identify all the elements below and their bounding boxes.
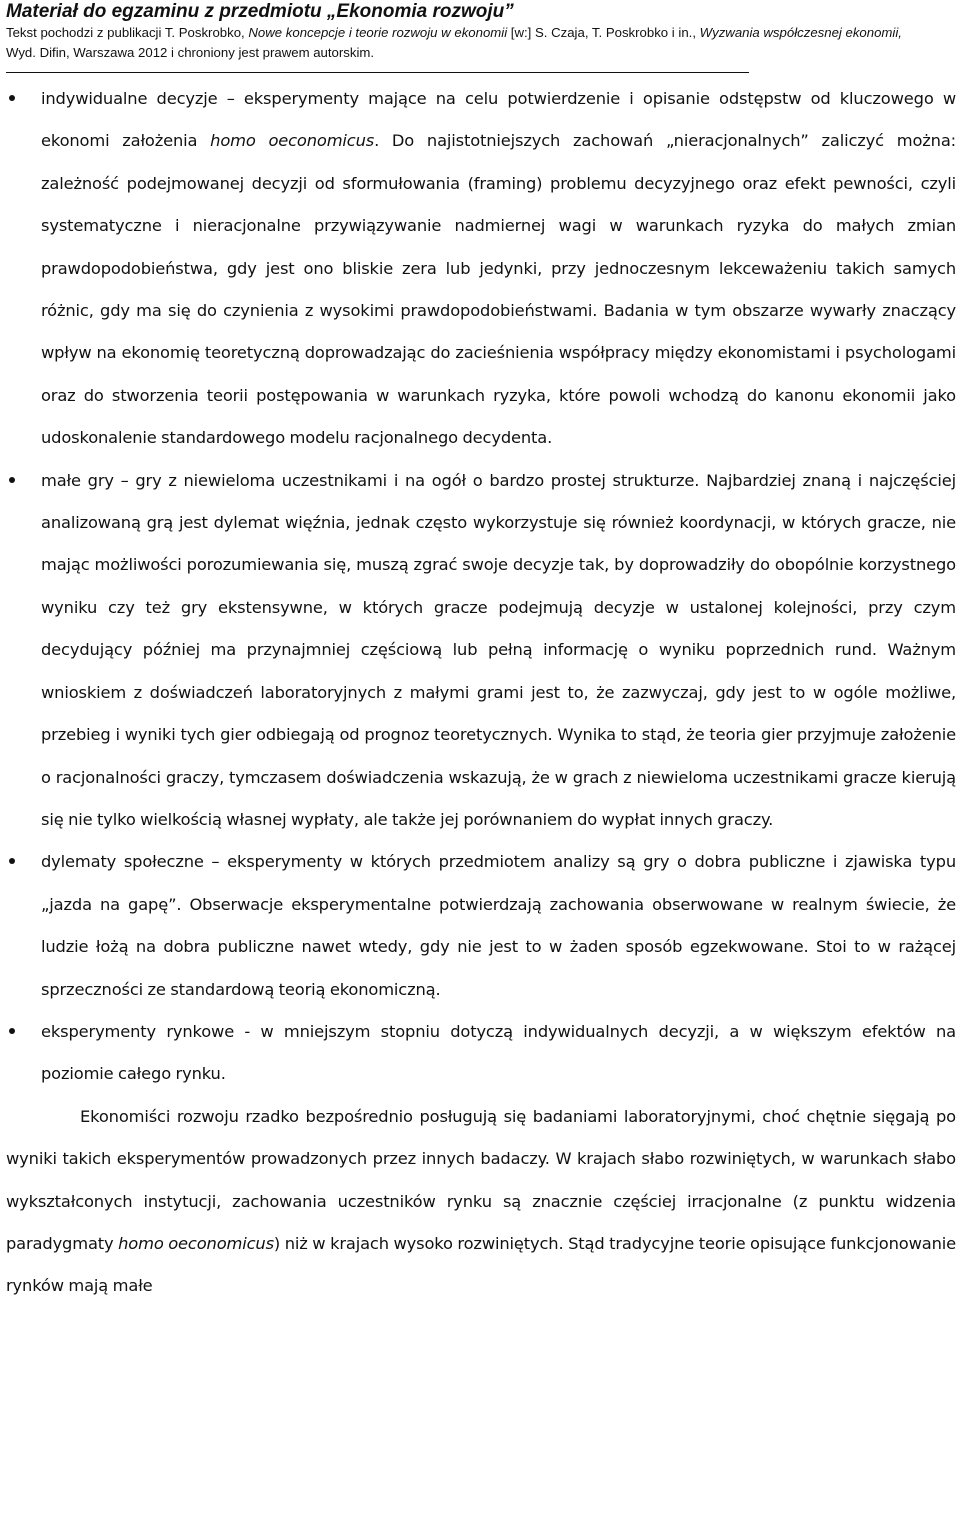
page-header <box>6 0 956 63</box>
emphasis-homo-oeconomicus: homo oeconomicus <box>210 131 375 151</box>
bullet-dot-icon <box>9 95 15 101</box>
closing-paragraph <box>0 1096 956 1308</box>
bullet-text <box>41 78 956 460</box>
bullet-text: małe gry – gry z niewieloma uczestnikami i na ogół o bardzo prostej strukturze. Najbardziej znaną i najczęściej analizowaną grą jest dylemat więźnia, jednak często wykorzystuje się również koordynacji, w których gracze, nie mając możliwości porozumiewania się, muszą zgrać swoje decyzje tak, by doprowadziły do obopólnie korzystnego wyniku czy też gry ekstensywne, w których gracze podejmują decyzje w ustalonej kolejności, przy czym decydujący później ma przynajmniej częściową lub pełną informację o wyniku poprzednich rund. Ważnym wnioskiem z doświadczeń laboratoryjnych z małymi grami jest to, że zazwyczaj, gdy jest to w ogóle możliwe, przebieg i wyniki tych gier odbiegają od prognoz teoretycznych. Wynika to stąd, że teoria gier przyjmuje założenie o racjonalności graczy, tymczasem doświadczenia wskazują, że w grach z niewieloma uczestnikami gracze kierują się nie tylko wielkością własnej wypłaty, ale także jej porównaniem do wypłat innych graczy. <box>41 470 956 829</box>
header-source-line-1 <box>6 23 956 43</box>
emphasis-homo-oeconomicus: homo oeconomicus <box>118 1233 274 1253</box>
bullet-item-social-dilemmas <box>0 841 956 1011</box>
bullet-dot-icon <box>9 1028 15 1034</box>
bullet-item-small-games <box>0 460 956 842</box>
header-source-mid: [w:] S. Czaja, T. Poskrobko i in., <box>507 25 700 40</box>
closing-text-part-2: ) niż w krajach wysoko rozwiniętych. Stąd tradycyjne teorie opisujące funkcjonowanie rynków mają małe <box>6 1233 956 1296</box>
bullet-text: dylematy społeczne – eksperymenty w których przedmiotem analizy są gry o dobra publiczne i zjawiska typu „jazda na gapę”. Obserwacje eksperymentalne potwierdzają zachowania obserwowane w realnym świecie, że ludzie łożą na dobra publiczne nawet wtedy, gdy nie jest to w żaden sposób egzekwowane. Stoi to w rażącej sprzeczności ze standardową teorią ekonomiczną. <box>41 852 956 999</box>
bullet-item-individual-decisions <box>0 78 956 460</box>
bullet-text: eksperymenty rynkowe - w mniejszym stopniu dotyczą indywidualnych decyzji, a w większym efektów na poziomie całego rynku. <box>41 1021 956 1084</box>
header-source-title-1: Nowe koncepcje i teorie rozwoju w ekonomii <box>248 25 508 40</box>
bullet-dot-icon <box>9 858 15 864</box>
document-body <box>0 78 956 1308</box>
bullet-item-market-experiments <box>0 1011 956 1096</box>
header-source-title-2: Wyzwania współczesnej ekonomii, <box>699 25 902 40</box>
bullet-text-part-1: indywidualne decyzje – eksperymenty mające na celu potwierdzenie i opisanie odstępstw od kluczowego w ekonomi założenia <box>41 89 956 151</box>
header-divider <box>6 72 749 73</box>
header-title: Materiał do egzaminu z przedmiotu „Ekonomia rozwoju” <box>6 1 514 22</box>
bullet-text-part-2: . Do najistotniejszych zachowań „nieracjonalnych” zaliczyć można: zależność podejmowanej decyzji od sformułowania (framing) problemu decyzyjnego oraz efekt pewności, czyli systematyczne i nieracjonalne przywiązywanie nadmiernej wagi w warunkach ryzyka do małych zmian prawdopodobieństwa, gdy jest ono bliskie zera lub jedynki, przy jednoczesnym lekceważeniu takich samych różnic, gdy ma się do czynienia z wysokimi prawdopodobieństwami. Badania w tym obszarze wywarły znaczący wpływ na ekonomię teoretyczną doprowadzając do zacieśnienia współpracy między ekonomistami i psychologami oraz do stworzenia teorii postępowania w warunkach ryzyka, które powoli wchodzą do kanonu ekonomii jako udoskonalenie standardowego modelu racjonalnego decydenta. <box>41 131 956 448</box>
closing-text-part-1: Ekonomiści rozwoju rzadko bezpośrednio posługują się badaniami laboratoryjnymi, choć chętnie sięgają po wyniki takich eksperymentów prowadzonych przez innych badaczy. W krajach słabo rozwiniętych, w warunkach słabo wykształconych instytucji, zachowania uczestników rynku są znacznie częściej irracjonalne (z punktu widzenia paradygmaty <box>6 1106 956 1253</box>
header-source-prefix: Tekst pochodzi z publikacji T. Poskrobko, <box>6 25 249 40</box>
header-source-line-2: Wyd. Difin, Warszawa 2012 i chroniony jest prawem autorskim. <box>6 45 375 60</box>
bullet-list <box>0 78 956 1096</box>
bullet-dot-icon <box>9 477 15 483</box>
